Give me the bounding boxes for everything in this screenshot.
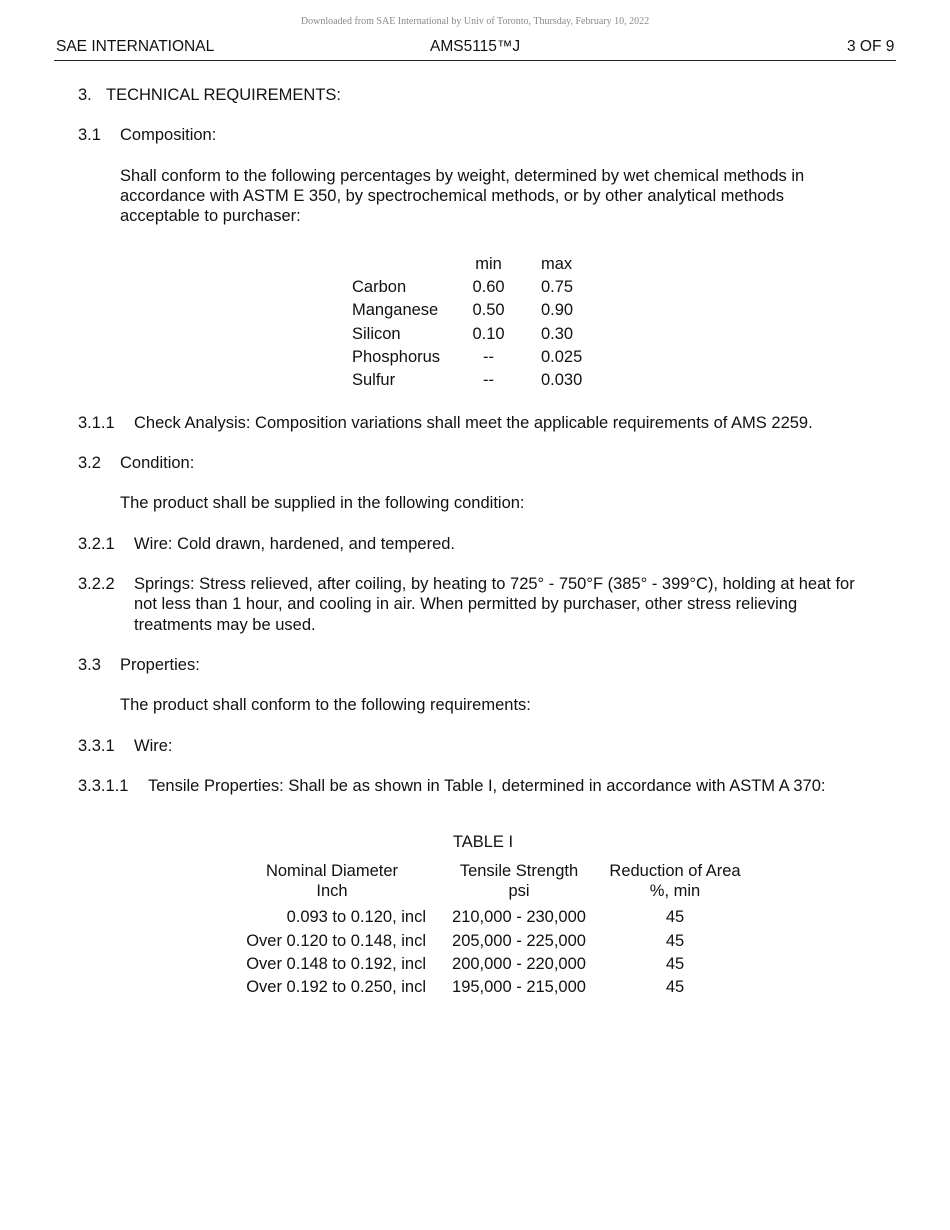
tensile-cell: 195,000 - 215,000 [452, 978, 586, 997]
header-document-id: AMS5115™J [430, 38, 521, 55]
element-max: 0.030 [541, 371, 583, 390]
element-name: Silicon [352, 324, 401, 343]
composition-table [352, 252, 601, 392]
element-max: 0.30 [541, 324, 574, 343]
section-3-2-2-line: not less than 1 hour, and cooling in air. When permitted by purchaser, other stress relieving [134, 595, 798, 613]
composition-header-element [352, 252, 460, 276]
diameter-cell: Over 0.148 to 0.192, incl [246, 954, 426, 973]
header-rule [54, 60, 896, 61]
table-1-header-diameter [226, 861, 438, 906]
composition-header-min: min [475, 254, 502, 273]
element-min: 0.50 [472, 301, 505, 320]
table-row [226, 976, 750, 999]
section-3-number: 3. [78, 86, 92, 104]
section-3-3-title: Properties: [120, 656, 200, 674]
section-3-title: TECHNICAL REQUIREMENTS: [106, 86, 341, 104]
reduction-cell: 45 [665, 954, 685, 973]
section-3-2-2-line: treatments may be used. [134, 616, 316, 634]
tensile-cell: 210,000 - 230,000 [452, 908, 586, 927]
table-1-header-reduction [600, 861, 750, 906]
diameter-cell: Over 0.120 to 0.148, incl [246, 931, 426, 950]
element-min: 0.60 [472, 278, 505, 297]
element-min: 0.10 [472, 324, 505, 343]
section-3-2-number: 3.2 [78, 454, 101, 472]
header-line: %, min [649, 882, 701, 900]
element-name: Sulfur [352, 371, 396, 390]
header-page-number: 3 OF 9 [847, 38, 895, 55]
reduction-cell: 45 [665, 931, 685, 950]
element-min: -- [483, 348, 494, 367]
download-watermark: Downloaded from SAE International by Univ of Toronto, Thursday, February 10, 2022 [300, 16, 650, 27]
header-line: Tensile Strength [459, 862, 579, 880]
section-3-2-2-number: 3.2.2 [78, 575, 115, 593]
header-line: Inch [316, 882, 348, 900]
table-row [352, 276, 601, 299]
table-row [226, 953, 750, 976]
reduction-cell: 45 [665, 978, 685, 997]
diameter-cell: Over 0.192 to 0.250, incl [246, 978, 426, 997]
header-line: Nominal Diameter [265, 862, 399, 880]
element-name: Carbon [352, 278, 407, 297]
section-3-3-1-1-text: Tensile Properties: Shall be as shown in Table I, determined in accordance with ASTM A 370: [148, 777, 826, 795]
element-min: -- [483, 371, 494, 390]
tensile-cell: 205,000 - 225,000 [452, 931, 586, 950]
element-max: 0.025 [541, 348, 583, 367]
section-3-3-1-1-number: 3.3.1.1 [78, 777, 129, 795]
composition-header-max: max [541, 254, 573, 273]
section-3-2-2-line: Springs: Stress relieved, after coiling, by heating to 725° - 750°F (385° - 399°C), holding at heat for [134, 575, 855, 593]
section-3-1-1-text: Check Analysis: Composition variations shall meet the applicable requirements of AMS 2259. [134, 414, 813, 432]
section-3-3-number: 3.3 [78, 656, 101, 674]
table-row [352, 299, 601, 322]
section-3-2-body: The product shall be supplied in the following condition: [120, 494, 525, 512]
table-row [352, 346, 601, 369]
element-max: 0.75 [541, 278, 574, 297]
table-row [226, 906, 750, 929]
header-publisher: SAE INTERNATIONAL [56, 38, 215, 55]
section-3-2-1-number: 3.2.1 [78, 535, 115, 553]
section-3-3-1-number: 3.3.1 [78, 737, 115, 755]
diameter-cell: 0.093 to 0.120, incl [286, 908, 426, 927]
section-3-2-title: Condition: [120, 454, 195, 472]
section-3-1-1-number: 3.1.1 [78, 414, 115, 432]
table-1-title: TABLE I [452, 833, 514, 851]
composition-paragraph-line: Shall conform to the following percentages by weight, determined by wet chemical methods in [120, 167, 805, 185]
tensile-cell: 200,000 - 220,000 [452, 954, 586, 973]
section-3-2-1-text: Wire: Cold drawn, hardened, and tempered. [134, 535, 456, 553]
table-row [226, 929, 750, 952]
section-3-1-number: 3.1 [78, 126, 101, 144]
reduction-cell: 45 [665, 908, 685, 927]
section-3-3-body: The product shall conform to the following requirements: [120, 696, 531, 714]
header-line: Reduction of Area [609, 862, 741, 880]
table-row [352, 323, 601, 346]
element-name: Manganese [352, 301, 439, 320]
tensile-properties-table [226, 861, 750, 1000]
element-name: Phosphorus [352, 348, 441, 367]
element-max: 0.90 [541, 301, 574, 320]
composition-paragraph-line: acceptable to purchaser: [120, 207, 301, 225]
header-line: psi [508, 882, 530, 900]
composition-paragraph-line: accordance with ASTM E 350, by spectrochemical methods, or by other analytical methods [120, 187, 784, 205]
table-1-header-tensile [438, 861, 600, 906]
table-row [352, 369, 601, 392]
section-3-1-title: Composition: [120, 126, 217, 144]
section-3-3-1-text: Wire: [134, 737, 173, 755]
